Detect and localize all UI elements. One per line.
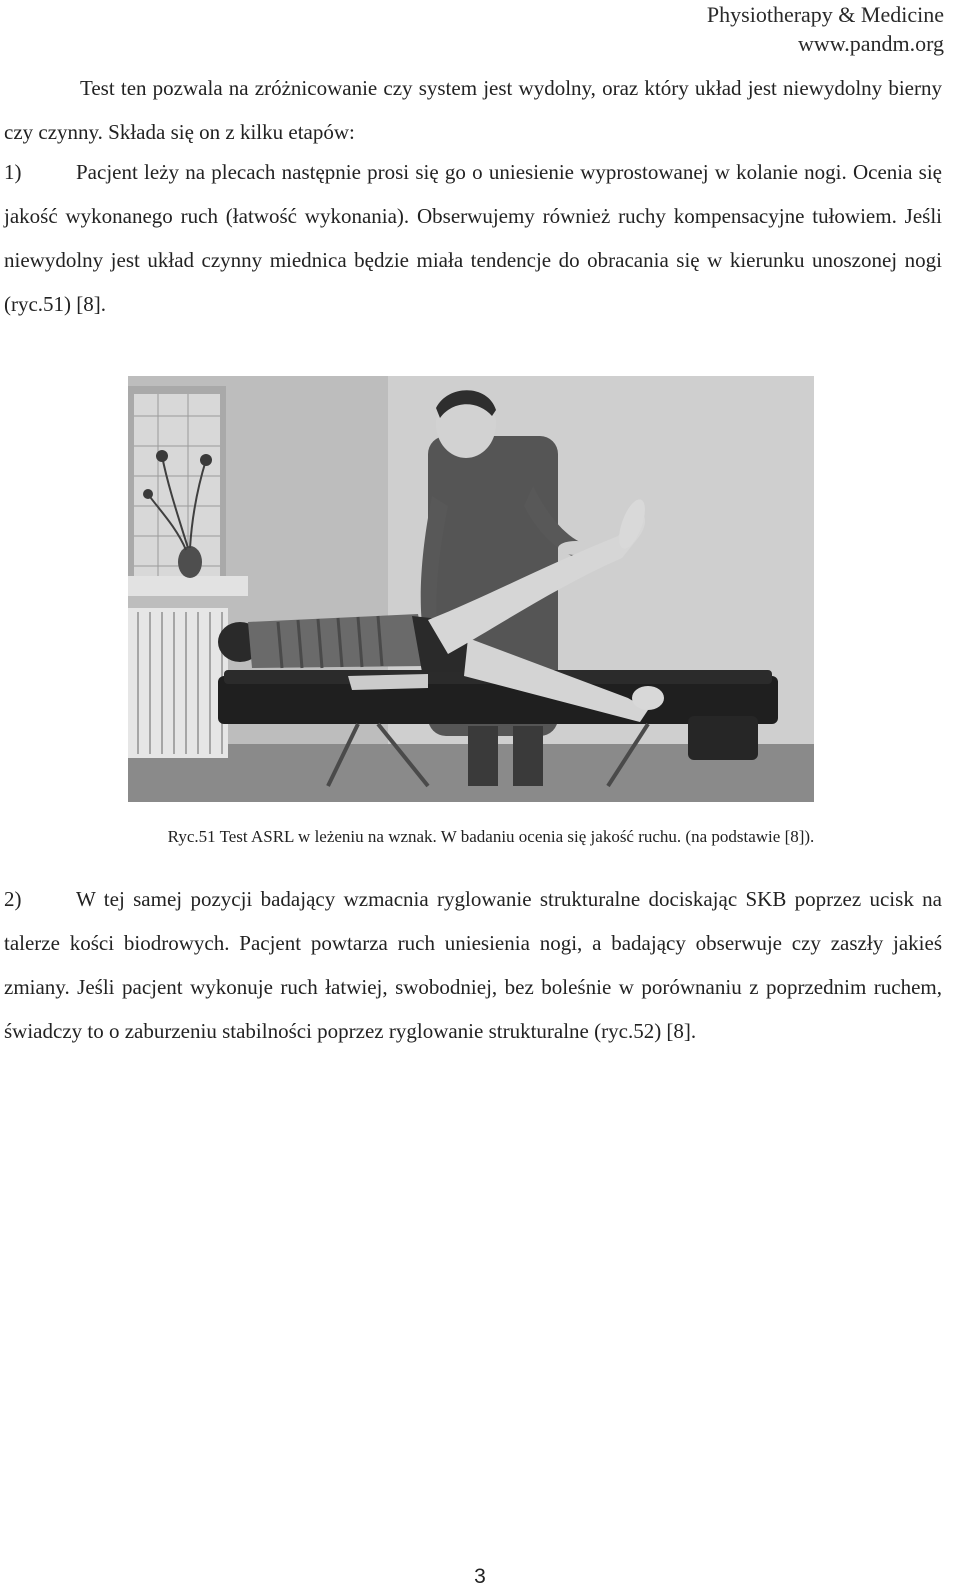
step-1-number: 1): [4, 160, 22, 184]
figure-photo-asrl-test: [128, 376, 814, 802]
step-1-paragraph: [4, 150, 942, 326]
page-number: 3: [474, 1565, 486, 1588]
journal-url: www.pandm.org: [797, 31, 944, 56]
figure-caption: Ryc.51 Test ASRL w leżeniu na wznak. W badaniu ocenia się jakość ruchu. (na podstawie [8]).: [167, 827, 815, 846]
photo-illustration: [128, 376, 814, 802]
step-2-text: W tej samej pozycji badający wzmacnia ryglowanie strukturalne dociskając SKB poprzez ucisk na talerze kości biodrowych. Pacjent powtarza ruch uniesienia nogi, a badający obserwuje czy zaszły jakieś zmiany. Jeśli pacjent wykonuje ruch łatwiej, swobodniej, bez boleśnie w porównaniu z poprzednim ruchem, świadczy to o zaburzeniu stabilności poprzez ryglowanie strukturalne (ryc.52) [8].: [4, 887, 942, 1043]
page-header: [707, 0, 944, 58]
step-1-text: Pacjent leży na plecach następnie prosi się go o uniesienie wyprostowanej w kolanie nogi. Ocenia się jakość wykonanego ruch (łatwość wykonania). Obserwujemy również ruchy kompensacyjne tułowiem. Jeśli niewydolny jest układ czynny miednica będzie miała tendencje do obracania się w kierunku unoszonej nogi (ryc.51) [8].: [4, 160, 942, 316]
step-2-number: 2): [4, 887, 22, 911]
journal-title: Physiotherapy & Medicine: [706, 2, 944, 27]
intro-paragraph: Test ten pozwala na zróżnicowanie czy system jest wydolny, oraz który układ jest niewydolny bierny czy czynny. Składa się on z kilku etapów:: [4, 76, 942, 144]
step-2-paragraph: [4, 877, 942, 1053]
